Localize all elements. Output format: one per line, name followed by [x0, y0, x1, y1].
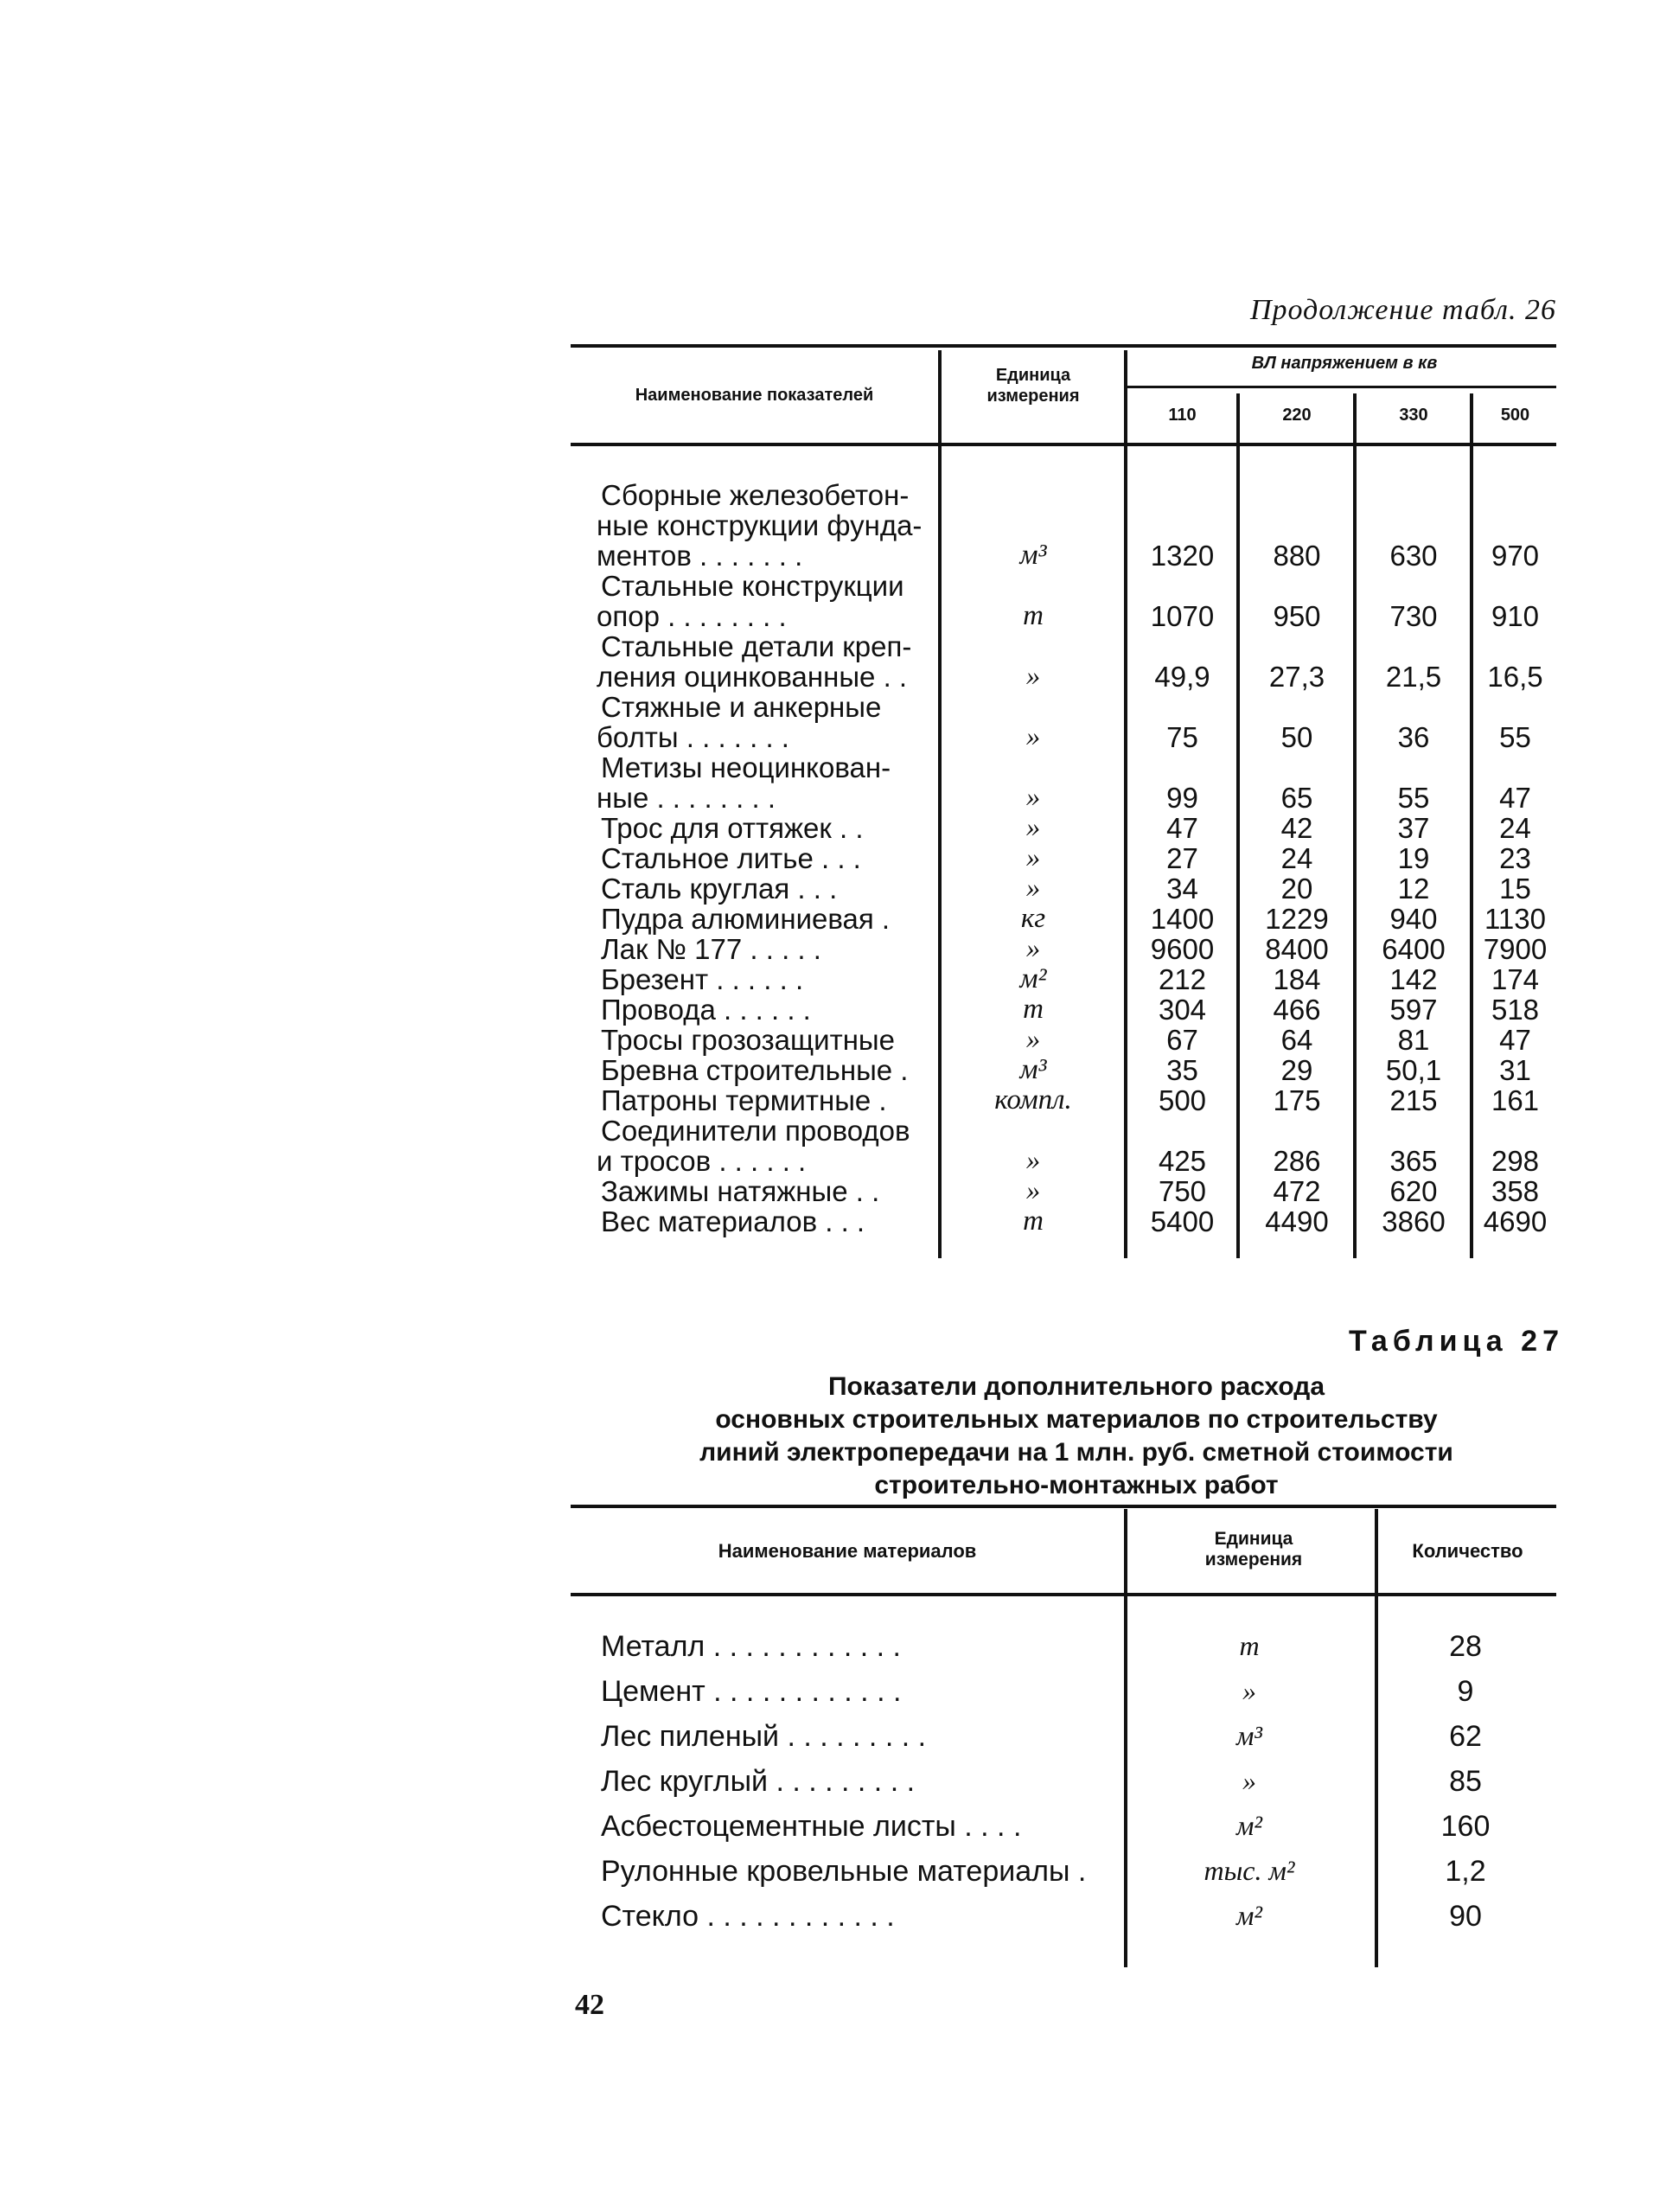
row-unit: »	[1025, 782, 1041, 813]
row-unit: м³	[1019, 1054, 1047, 1085]
table-27-header-qty: Количество	[1412, 1540, 1523, 1562]
row-value-220: 65	[1280, 782, 1313, 814]
table-26-header-rule	[571, 443, 1556, 446]
material-quantity: 9	[1457, 1675, 1474, 1708]
material-name: Рулонные кровельные материалы .	[601, 1855, 1087, 1888]
table-27-top-rule	[571, 1505, 1556, 1508]
row-name-line: болты . . . . . . .	[597, 721, 789, 753]
row-value-220: 286	[1273, 1145, 1321, 1177]
row-name-line: Стальные детали креп-	[601, 630, 912, 662]
table-26-header-330: 330	[1399, 406, 1428, 425]
material-name: Лес пиленый . . . . . . . . .	[601, 1720, 927, 1753]
material-unit: тыс. м²	[1204, 1855, 1295, 1886]
row-value-500: 47	[1499, 782, 1531, 814]
table-27-header-name: Наименование материалов	[718, 1540, 977, 1562]
row-value-220: 4490	[1265, 1205, 1329, 1237]
row-name-line: Сборные железобетон-	[601, 479, 910, 511]
row-value-500: 47	[1499, 1024, 1531, 1056]
material-name: Цемент . . . . . . . . . . . .	[601, 1675, 902, 1708]
row-value-110: 1320	[1150, 540, 1215, 572]
row-name-line: Тросы грозозащитные	[601, 1024, 895, 1056]
row-value-500: 970	[1491, 540, 1540, 572]
row-value-220: 29	[1280, 1054, 1313, 1086]
table-27-title-line: строительно-монтажных работ	[874, 1471, 1279, 1499]
row-value-110: 304	[1158, 994, 1207, 1026]
row-value-330: 3860	[1382, 1205, 1446, 1237]
row-value-220: 64	[1280, 1024, 1313, 1056]
row-value-330: 6400	[1382, 933, 1446, 965]
material-unit: м³	[1235, 1720, 1262, 1751]
row-value-500: 1130	[1484, 903, 1546, 935]
row-value-220: 8400	[1265, 933, 1329, 965]
table-26-col-divider-220	[1353, 393, 1357, 1258]
row-value-110: 1070	[1150, 600, 1215, 632]
row-value-330: 365	[1389, 1145, 1438, 1177]
row-value-110: 750	[1158, 1175, 1207, 1207]
row-value-330: 55	[1397, 782, 1430, 814]
row-value-220: 24	[1280, 842, 1313, 874]
row-value-330: 142	[1389, 963, 1438, 995]
row-unit: кг	[1020, 903, 1046, 934]
row-value-330: 730	[1389, 600, 1438, 632]
material-unit: м²	[1235, 1810, 1262, 1841]
row-value-330: 19	[1397, 842, 1430, 874]
table-26-col-divider-330	[1470, 393, 1473, 1258]
row-unit: »	[1025, 812, 1041, 843]
row-value-500: 518	[1491, 994, 1540, 1026]
row-value-330: 215	[1389, 1084, 1438, 1116]
row-value-220: 175	[1273, 1084, 1321, 1116]
table-27-title	[605, 1371, 1548, 1502]
row-name-line: и тросов . . . . . .	[597, 1145, 807, 1177]
row-value-500: 161	[1491, 1084, 1540, 1116]
table-26-col-divider-name	[938, 350, 942, 1258]
material-unit: »	[1242, 1765, 1256, 1796]
row-unit: »	[1025, 873, 1041, 904]
row-value-110: 500	[1158, 1084, 1207, 1116]
material-quantity: 160	[1440, 1810, 1491, 1843]
row-value-220: 1229	[1265, 903, 1329, 935]
row-value-330: 597	[1389, 994, 1438, 1026]
table-26-col-divider-110	[1236, 393, 1240, 1258]
row-name-line: Стальное литье . . .	[601, 842, 861, 874]
row-value-110: 425	[1158, 1145, 1207, 1177]
material-quantity: 28	[1449, 1630, 1482, 1663]
material-quantity: 85	[1449, 1765, 1482, 1798]
row-value-110: 35	[1166, 1054, 1198, 1086]
row-value-110: 67	[1166, 1024, 1198, 1056]
row-unit: »	[1025, 721, 1041, 752]
row-value-110: 49,9	[1154, 661, 1210, 693]
row-name-line: Сталь круглая . . .	[601, 873, 838, 905]
row-unit: т	[1023, 1205, 1044, 1237]
row-name-line: Стяжные и анкерные	[601, 691, 882, 723]
row-value-500: 298	[1491, 1145, 1540, 1177]
material-name: Стекло . . . . . . . . . . . .	[601, 1900, 895, 1933]
row-name-line: опор . . . . . . . .	[597, 600, 787, 632]
table-26-voltage-rule	[1124, 386, 1556, 388]
row-value-500: 4690	[1483, 1205, 1548, 1237]
row-value-500: 15	[1499, 873, 1531, 905]
row-value-110: 1400	[1150, 903, 1215, 935]
row-name-line: Бревна строительные .	[601, 1054, 909, 1086]
table-26-header-500: 500	[1500, 406, 1530, 425]
row-value-110: 212	[1158, 963, 1207, 995]
row-value-500: 910	[1491, 600, 1540, 632]
row-name-line: Соединители проводов	[601, 1115, 910, 1147]
row-value-110: 99	[1166, 782, 1198, 814]
table-26-header-unit: Единица измерения	[986, 366, 1080, 406]
row-value-330: 81	[1397, 1024, 1430, 1056]
row-value-220: 880	[1273, 540, 1321, 572]
table-27-header-unit: Единица измерения	[1204, 1529, 1303, 1569]
row-name-line: Патроны термитные .	[601, 1084, 887, 1116]
row-name-line: Зажимы натяжные . .	[601, 1175, 880, 1207]
row-unit: »	[1025, 1024, 1041, 1055]
table-26-header-voltage: ВЛ напряжением в кв	[1251, 354, 1438, 373]
row-value-330: 50,1	[1385, 1054, 1442, 1086]
row-value-330: 21,5	[1385, 661, 1442, 693]
material-unit: м²	[1235, 1900, 1262, 1931]
row-name-line: ления оцинкованные . .	[597, 661, 908, 693]
row-value-330: 940	[1389, 903, 1438, 935]
row-name-line: Лак № 177 . . . . .	[601, 933, 821, 965]
material-quantity: 1,2	[1445, 1855, 1486, 1888]
row-unit: »	[1025, 1145, 1041, 1176]
row-value-500: 23	[1499, 842, 1531, 874]
table-27-title-line: основных строительных материалов по строительству	[715, 1405, 1438, 1434]
row-value-110: 9600	[1150, 933, 1215, 965]
row-value-220: 50	[1280, 721, 1313, 753]
table-26-header-name: Наименование показателей	[635, 386, 874, 405]
row-value-220: 184	[1273, 963, 1321, 995]
row-name-line: Провода . . . . . .	[601, 994, 811, 1026]
row-name-line: ные конструкции фунда-	[597, 509, 923, 541]
row-value-330: 630	[1389, 540, 1438, 572]
row-unit: т	[1023, 600, 1044, 631]
row-name-line: Брезент . . . . . .	[601, 963, 804, 995]
material-unit: т	[1239, 1630, 1260, 1661]
table-26-top-rule	[571, 344, 1556, 348]
row-value-500: 24	[1499, 812, 1531, 844]
table-26-header-220: 220	[1282, 406, 1312, 425]
row-value-330: 12	[1397, 873, 1430, 905]
material-quantity: 62	[1449, 1720, 1482, 1753]
row-value-110: 5400	[1150, 1205, 1215, 1237]
row-value-220: 950	[1273, 600, 1321, 632]
row-unit: »	[1025, 1175, 1041, 1206]
row-unit: компл.	[994, 1084, 1072, 1116]
row-unit: »	[1025, 933, 1041, 964]
material-name: Асбестоцементные листы . . . .	[601, 1810, 1022, 1843]
row-unit: т	[1023, 994, 1044, 1025]
table-27-label: Таблица 27	[1349, 1325, 1564, 1358]
row-name-line: Стальные конструкции	[601, 570, 904, 602]
row-name-line: ные . . . . . . . .	[597, 782, 776, 814]
row-unit: »	[1025, 661, 1041, 692]
row-name-line: Пудра алюминиевая .	[601, 903, 891, 935]
row-name-line: Вес материалов . . .	[601, 1205, 865, 1237]
table-27-title-line: линий электропередачи на 1 млн. руб. сметной стоимости	[699, 1438, 1453, 1467]
continuation-caption: Продолжение табл. 26	[1249, 294, 1556, 326]
row-value-500: 16,5	[1487, 661, 1543, 693]
row-value-220: 472	[1273, 1175, 1321, 1207]
table-26-header-110: 110	[1168, 406, 1197, 425]
row-value-220: 20	[1280, 873, 1313, 905]
row-value-500: 174	[1491, 963, 1540, 995]
row-value-500: 55	[1499, 721, 1531, 753]
row-value-330: 36	[1397, 721, 1430, 753]
row-value-500: 7900	[1483, 933, 1548, 965]
row-value-220: 42	[1280, 812, 1313, 844]
row-value-110: 47	[1166, 812, 1198, 844]
table-27-header-rule	[571, 1593, 1556, 1596]
row-value-220: 466	[1273, 994, 1321, 1026]
row-name-line: Трос для оттяжек . .	[601, 812, 864, 844]
row-value-330: 37	[1397, 812, 1430, 844]
row-unit: »	[1025, 842, 1041, 873]
row-unit: м²	[1019, 963, 1047, 994]
material-unit: »	[1242, 1675, 1256, 1706]
row-value-110: 75	[1166, 721, 1198, 753]
row-value-500: 31	[1499, 1054, 1531, 1086]
material-name: Лес круглый . . . . . . . . .	[601, 1765, 916, 1798]
row-value-110: 27	[1166, 842, 1198, 874]
row-unit: м³	[1019, 540, 1047, 571]
row-value-330: 620	[1389, 1175, 1438, 1207]
row-name-line: Метизы неоцинкован-	[601, 751, 891, 783]
row-name-line: ментов . . . . . . .	[597, 540, 803, 572]
page-number: 42	[575, 1989, 604, 2021]
table-26-col-divider-unit	[1124, 350, 1127, 1258]
table-27-title-line: Показатели дополнительного расхода	[827, 1372, 1325, 1401]
row-value-110: 34	[1166, 873, 1198, 905]
row-value-500: 358	[1491, 1175, 1540, 1207]
row-value-220: 27,3	[1268, 661, 1325, 693]
material-name: Металл . . . . . . . . . . . .	[601, 1630, 901, 1663]
material-quantity: 90	[1449, 1900, 1482, 1933]
